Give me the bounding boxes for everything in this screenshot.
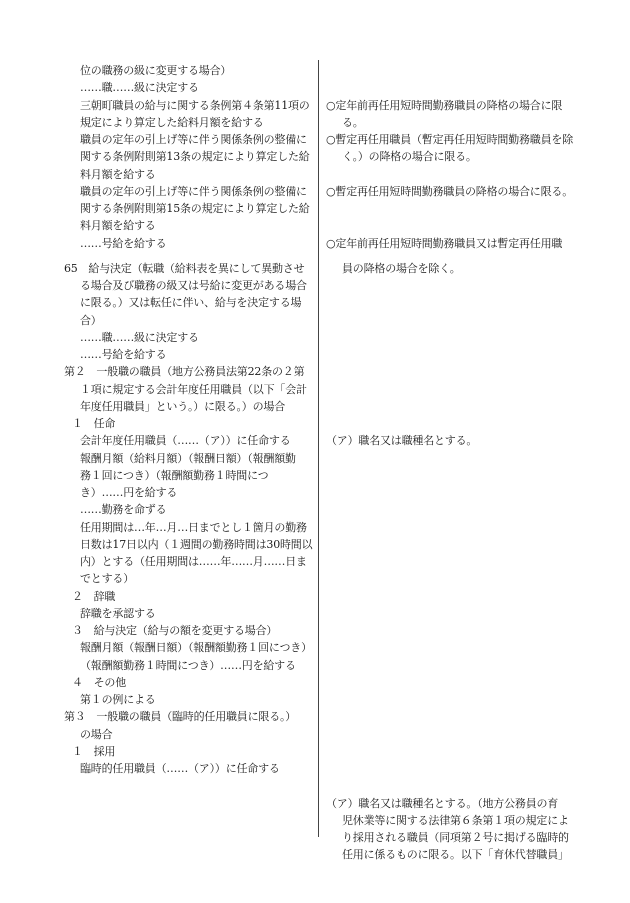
right-note-line	[326, 166, 576, 183]
left-text-line: ……職……級に決定する	[80, 330, 199, 344]
left-text-line: 関する条例附則第15条の規定により算定した給	[80, 202, 310, 215]
left-text-line: 関する条例附則第13条の規定により算定した給	[80, 150, 310, 164]
column-divider	[318, 60, 319, 837]
left-text-line: 会計年度任用職員（……（ア））に任命する	[80, 434, 291, 448]
left-text-line: 報酬月額（報酬日額）（報酬額勤務１回につき）	[80, 641, 312, 655]
left-text-line: でとする）	[80, 572, 134, 586]
left-text-line: 第１の例による	[80, 693, 156, 706]
right-note-line	[326, 467, 576, 484]
left-text-line: 内）とする（任用期間は……年……月……日ま	[80, 555, 307, 568]
left-text-line: る場合及び職務の級又は号給に変更がある場合	[80, 279, 307, 292]
left-text-line: ……職……級に決定する	[80, 81, 199, 95]
right-note-line	[326, 217, 576, 234]
right-note-line	[326, 605, 576, 622]
right-note-line: ○定年前再任用短時間勤務職員の降格の場合に限	[326, 98, 563, 112]
right-note-line	[326, 674, 576, 691]
right-note-line: ○暫定再任用短時間勤務職員の降格の場合に限る。	[326, 184, 573, 198]
left-text-line: 報酬月額（給料月額）（報酬日額）（報酬額勤	[80, 451, 296, 465]
left-text-line: 規定により算定した給料月額を給する	[80, 115, 264, 129]
left-text-line: 職員の定年の引上げ等に伴う関係条例の整備に	[80, 184, 307, 198]
left-text-line: １ 採用	[72, 744, 116, 758]
left-text-line: 第３ 一般職の職員（臨時的任用職員に限る。）	[64, 710, 297, 724]
left-text-line: 65 給与決定（転職（給料表を異にして異動させ	[64, 261, 305, 275]
right-note-line	[326, 777, 576, 794]
right-note-line	[326, 622, 576, 639]
right-note-line	[326, 760, 576, 777]
right-note-line	[326, 294, 576, 311]
right-note-line	[326, 415, 576, 432]
right-note-line	[326, 312, 576, 329]
left-text-line: 辞職を承認する	[80, 606, 156, 620]
right-note-line	[326, 79, 576, 96]
left-text-line: 年度任用職員」という。）に限る。）の場合	[80, 399, 285, 413]
right-note-line	[326, 691, 576, 708]
right-note-line: ○暫定再任用職員（暫定再任用短時間勤務職員を除	[326, 133, 573, 146]
left-column	[64, 62, 314, 777]
right-note-line	[326, 363, 576, 380]
left-text-line: 料月額を給する	[80, 219, 156, 233]
left-text-line: き）……円を給する	[80, 486, 178, 499]
right-note-line: り採用される職員（同項第２号に掲げる臨時的	[342, 831, 569, 844]
right-note-line: 員の降格の場合を除く。	[342, 261, 461, 275]
left-text-line: ３ 給与決定（給与の額を変更する場合）	[72, 624, 278, 637]
right-note-line	[326, 62, 576, 79]
right-note-line	[326, 570, 576, 587]
left-text-line: ……号給を給する	[80, 348, 167, 361]
left-text-line: １項に規定する会計年度任用職員（以下「会計	[80, 382, 307, 396]
right-note-line: 任用に係るものに限る。以下「育休代替職員」	[342, 848, 569, 862]
right-note-line: る。	[342, 115, 364, 129]
right-note-line	[326, 381, 576, 398]
right-note-line	[326, 657, 576, 674]
right-note-line	[326, 450, 576, 467]
left-text-line: 任用期間は…年…月…日までとし１箇月の勤務	[80, 520, 307, 534]
right-note-line	[326, 726, 576, 743]
right-note-line	[326, 743, 576, 760]
left-text-line: １ 任命	[72, 417, 116, 430]
right-note-line: （ア）職名又は職種名とする。	[326, 434, 478, 448]
left-text-line: の場合	[80, 727, 113, 741]
right-column	[326, 62, 576, 864]
left-text-line: ４ その他	[72, 675, 126, 689]
left-text-gap	[64, 252, 314, 260]
left-text-line: ……号給を給する	[80, 236, 167, 250]
right-note-line	[326, 346, 576, 363]
left-text-line: 臨時的任用職員（……（ア））に任命する	[80, 762, 280, 775]
left-text-line: 日数は17日以内（１週間の勤務時間は30時間以	[80, 537, 313, 551]
right-note-line	[326, 536, 576, 553]
right-note-line	[326, 277, 576, 294]
right-note-line: （ア）職名又は職種名とする。（地方公務員の育	[326, 796, 559, 810]
left-text-line: 合）	[80, 313, 102, 327]
right-note-line	[326, 484, 576, 501]
right-note-gap	[326, 252, 576, 260]
left-text-line: 務１回につき）（報酬額勤務１時間につ	[80, 468, 269, 482]
left-text-line: に限る。）又は転任に伴い、給与を決定する場	[80, 296, 302, 310]
right-note-line	[326, 708, 576, 725]
right-note-line: く。）の降格の場合に限る。	[342, 150, 477, 164]
right-note-line	[326, 639, 576, 656]
left-text-line: 第２ 一般職の職員（地方公務員法第22条の２第	[64, 365, 305, 379]
right-note-line	[326, 200, 576, 217]
right-note-line	[326, 329, 576, 346]
left-text-line: 三朝町職員の給与に関する条例第４条第11項の	[80, 98, 310, 112]
right-note-line	[326, 553, 576, 570]
right-note-line	[326, 588, 576, 605]
left-text-line: ２ 辞職	[72, 589, 116, 603]
left-text-line: ……勤務を命ずる	[80, 503, 167, 517]
right-note-line: ○定年前再任用短時間勤務職員又は暫定再任用職	[326, 236, 563, 250]
right-note-line	[326, 519, 576, 536]
left-text-line: 位の職務の級に変更する場合）	[80, 64, 232, 77]
left-text-line: （報酬額勤務１時間につき）……円を給する	[80, 658, 296, 672]
left-text-line: 料月額を給する	[80, 167, 156, 181]
right-note-line	[326, 501, 576, 518]
right-note-line	[326, 398, 576, 415]
right-note-line: 児休業等に関する法律第６条第１項の規定によ	[342, 813, 569, 827]
left-text-line: 職員の定年の引上げ等に伴う関係条例の整備に	[80, 133, 307, 146]
